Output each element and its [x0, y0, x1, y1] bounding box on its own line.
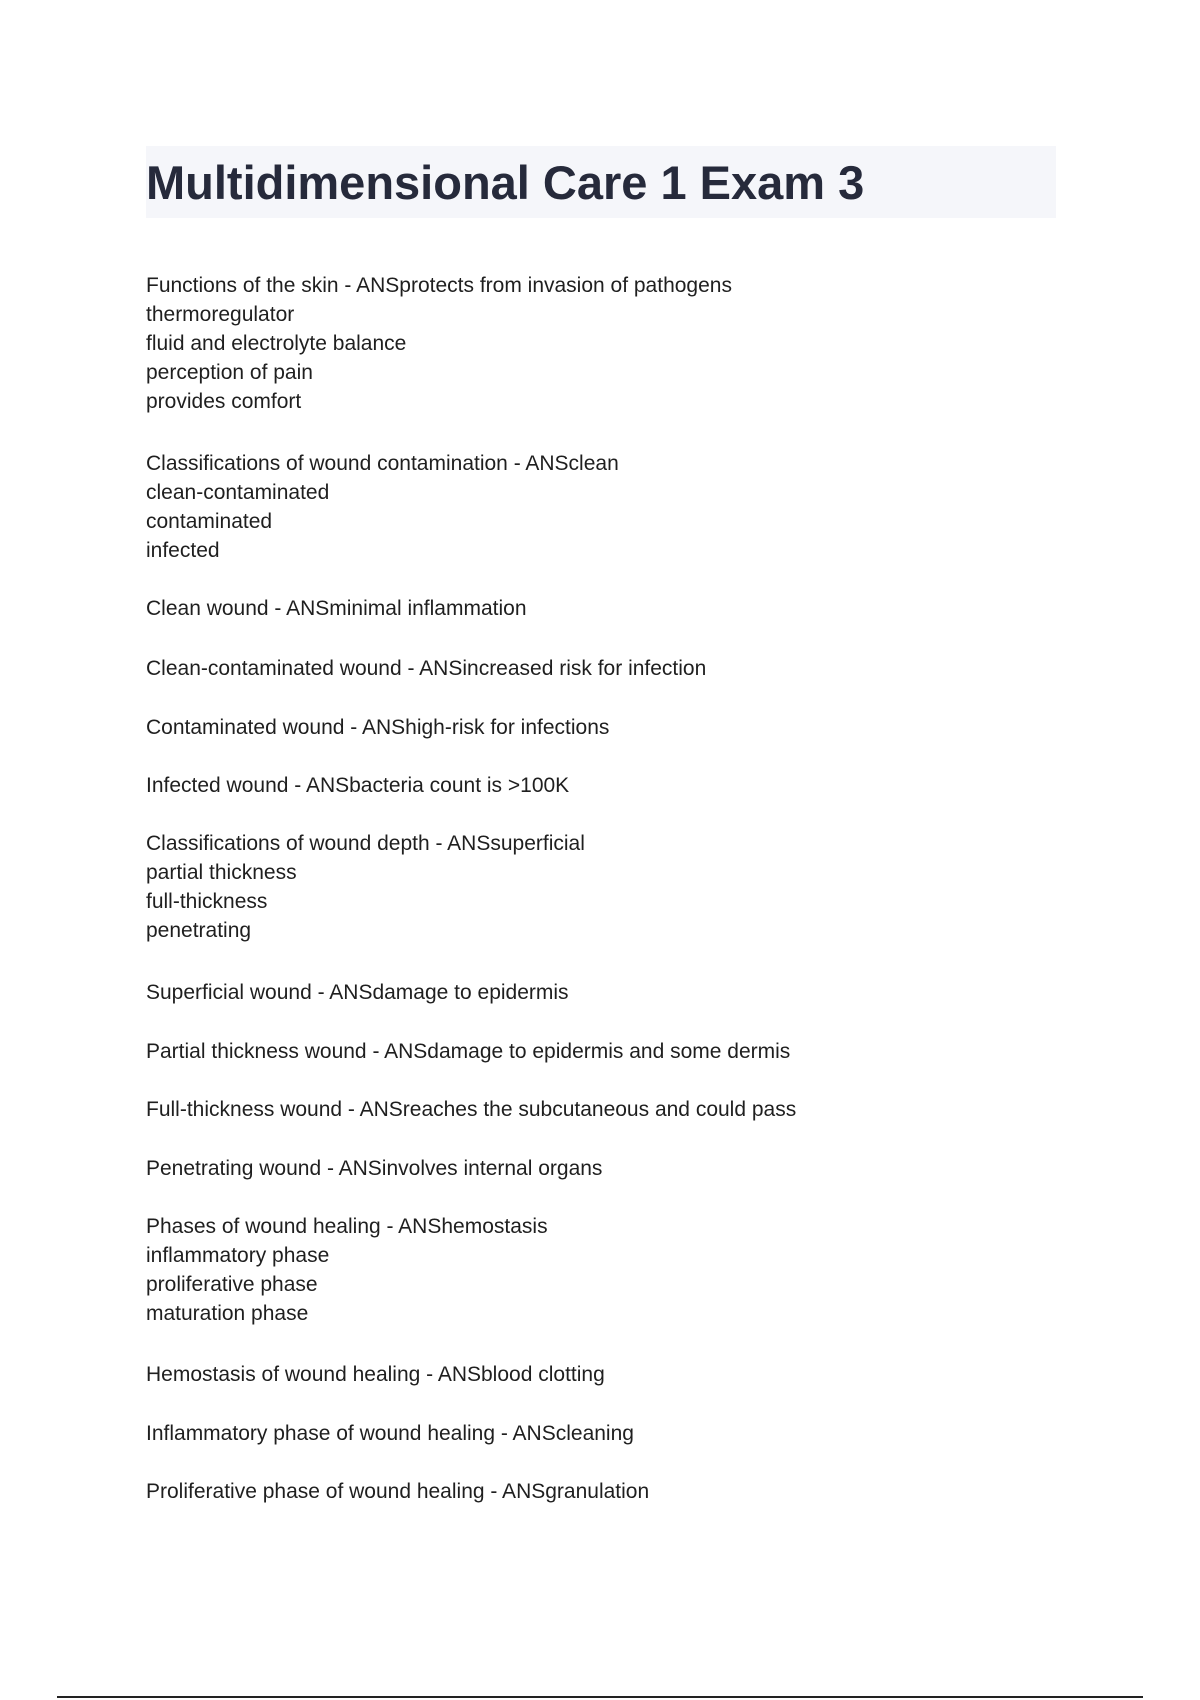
entry-line: Functions of the skin - ANSprotects from invasion of pathogens [146, 274, 732, 297]
entry-line: Inflammatory phase of wound healing - ANScleaning [146, 1422, 634, 1445]
entry-line: thermoregulator [146, 303, 295, 326]
qa-entry [146, 654, 706, 683]
qa-entry [146, 1360, 605, 1389]
entry-line: Phases of wound healing - ANShemostasis [146, 1215, 548, 1238]
page-title: Multidimensional Care 1 Exam 3 [146, 155, 865, 209]
qa-entry [146, 271, 732, 416]
entry-line: provides comfort [146, 390, 302, 413]
entry-line: Classifications of wound contamination - ANSclean [146, 452, 619, 475]
entry-line: Hemostasis of wound healing - ANSblood clotting [146, 1363, 605, 1386]
entry-line: penetrating [146, 919, 252, 942]
entry-line: full-thickness [146, 890, 268, 913]
qa-entry [146, 978, 569, 1007]
entry-line: Superficial wound - ANSdamage to epidermis [146, 981, 569, 1004]
entry-line: Proliferative phase of wound healing - ANSgranulation [146, 1480, 650, 1503]
entry-line: Clean-contaminated wound - ANSincreased risk for infection [146, 657, 707, 680]
entry-line: Contaminated wound - ANShigh-risk for infections [146, 716, 610, 739]
qa-entry [146, 1037, 790, 1066]
qa-entry [146, 594, 527, 623]
qa-entry [146, 771, 569, 800]
qa-entry [146, 713, 609, 742]
entry-line: Clean wound - ANSminimal inflammation [146, 597, 527, 620]
entry-line: infected [146, 539, 220, 562]
entry-line: maturation phase [146, 1302, 309, 1325]
qa-entry [146, 829, 585, 945]
qa-entry [146, 449, 619, 565]
qa-entry [146, 1095, 796, 1124]
entry-line: Partial thickness wound - ANSdamage to epidermis and some dermis [146, 1040, 791, 1063]
qa-entry [146, 1154, 602, 1183]
entry-line: Infected wound - ANSbacteria count is >100K [146, 774, 570, 797]
entry-line: partial thickness [146, 861, 297, 884]
entry-line: proliferative phase [146, 1273, 318, 1296]
entry-line: Penetrating wound - ANSinvolves internal organs [146, 1157, 603, 1180]
entry-line: Classifications of wound depth - ANSsuperficial [146, 832, 585, 855]
entry-line: inflammatory phase [146, 1244, 330, 1267]
entry-line: fluid and electrolyte balance [146, 332, 407, 355]
entry-line: contaminated [146, 510, 273, 533]
footer-divider [57, 1696, 1143, 1698]
qa-entry [146, 1419, 634, 1448]
qa-entry [146, 1212, 548, 1328]
entry-line: perception of pain [146, 361, 313, 384]
entry-line: clean-contaminated [146, 481, 330, 504]
qa-entry [146, 1477, 649, 1506]
entry-line: Full-thickness wound - ANSreaches the subcutaneous and could pass [146, 1098, 797, 1121]
title-banner [146, 146, 1056, 218]
